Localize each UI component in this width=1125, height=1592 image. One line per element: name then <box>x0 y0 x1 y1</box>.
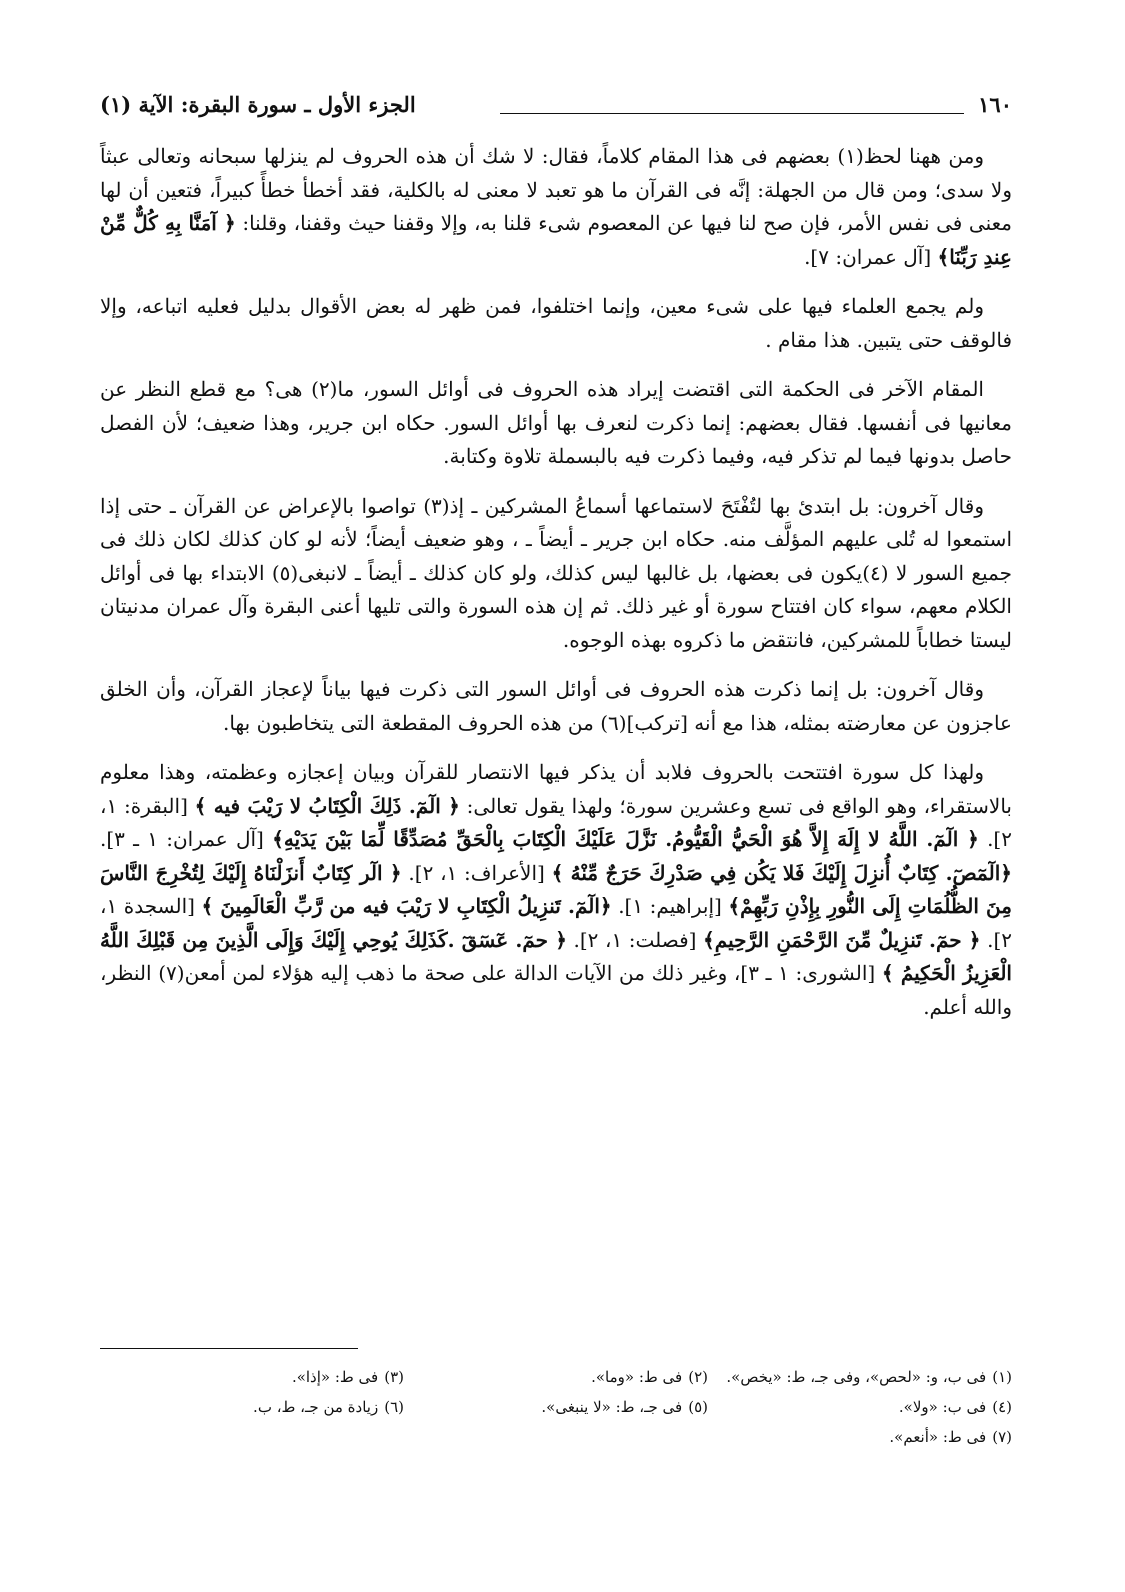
quran-verse: ﴿ الٓر كِتَابٌ أَنزَلْنَاهُ إِلَيْكَ لِتُخْرِجَ النَّاسَ مِنَ الظُّلُمَاتِ إِلَى النُّورِ بِإِذْنِ رَبِّهِمْ﴾ <box>100 860 1012 918</box>
paragraph <box>100 373 1012 474</box>
footnote <box>708 1392 1012 1422</box>
quran-verse: ﴿الٓمٓ. تَنزِيلُ الْكِتَابِ لا رَيْبَ فيه من رَّبِّ الْعَالَمِينَ ﴾ <box>201 894 612 918</box>
footnote-text: فى ب: «ولا». <box>898 1398 987 1416</box>
footnote-separator <box>100 1348 358 1349</box>
paragraph-text: المقام الآخر فى الحكمة التى اقتضت إيراد هذه الحروف فى أوائل السور، ما(٢) هى؟ مع قطع النظر عن معانيها فى أنفسها. فقال بعضهم: إنما ذكرت لنعرف بها أوائل السور. حكاه ابن جرير، وهذا ضعيف؛ لأن الفصل حاصل بدونها فيما لم تذكر فيه، وفيما ذكرت فيه بالبسملة تلاوة وكتابة. <box>100 377 1012 468</box>
paragraph-text: [الشورى: ١ ـ ٣]، وغير ذلك من الآيات الدالة على صحة ما ذهب إليه هؤلاء لمن أمعن(٧) النظر، والله أعلم. <box>100 961 1012 1019</box>
footnote-mark: (٥) <box>688 1398 708 1416</box>
paragraph-text: [إبراهيم: ١]. <box>611 894 729 918</box>
paragraph <box>100 140 1012 274</box>
main-text <box>100 140 1012 1040</box>
quran-verse: ﴿الٓمٓصٓ. كِتَابٌ أُنزِلَ إِلَيْكَ فَلا يَكُن فِي صَدْرِكَ حَرَجٌ مِّنْهُ ﴾ <box>551 860 1012 885</box>
quran-verse: ﴿ حمٓ. تَنزِيلٌ مِّنَ الرَّحْمَنِ الرَّحِيمِ﴾ <box>703 927 981 952</box>
footnote-text: فى ط: «وما». <box>591 1368 683 1386</box>
paragraph-text: [السجدة ١، ٢]. <box>100 894 1013 952</box>
paragraph <box>100 673 1012 740</box>
paragraph-text: ولم يجمع العلماء فيها على شىء معين، وإنما اختلفوا، فمن ظهر له بعض الأقوال بدليل فعليه اتباعه، وإلا فالوقف حتى يتبين. هذا مقام . <box>100 294 1012 352</box>
footnote-row <box>100 1362 1012 1392</box>
footnote-text: فى ط: «أنعم». <box>889 1428 987 1446</box>
running-header <box>100 92 1012 126</box>
footnote-mark: (١) <box>992 1368 1012 1386</box>
header-title: الجزء الأول ـ سورة البقرة: الآية (١) <box>100 92 416 117</box>
footnote <box>100 1362 404 1392</box>
paragraph-text: وقال آخرون: بل ابتدئ بها لتُفْتَحَ لاستماعها أسماعُ المشركين ـ إذ(٣) تواصوا بالإعراض عن القرآن ـ حتى إذا استمعوا له تُلى عليهم المؤلَّف منه. حكاه ابن جرير ـ أيضاً ـ ، وهو ضعيف أيضاً؛ لأنه لو كان كذلك لكان ذلك فى جميع السور لا (٤)يكون فى بعضها، بل غالبها ليس كذلك، ولو كان كذلك ـ أيضاً ـ لانبغى(٥) الابتداء بها فى أوائل الكلام معهم، سواء كان افتتاح سورة أو غير ذلك. ثم إن هذه السورة والتى تليها أعنى البقرة وآل عمران مدنيتان ليستا خطاباً للمشركين، فانتقض ما ذكروه بهذه الوجوه. <box>100 493 1012 652</box>
paragraph <box>100 290 1012 357</box>
paragraph-text: وقال آخرون: بل إنما ذكرت هذه الحروف فى أوائل السور التى ذكرت فيها بياناً لإعجاز القرآن، وأن الخلق عاجزون عن معارضته بمثله، هذا مع أنه [تركب](٦) من هذه الحروف المقطعة التى يتخاطبون بها. <box>100 677 1012 735</box>
quran-verse: ﴿ حمٓ. عٓسٓقٓ .كَذَلِكَ يُوحِي إِلَيْكَ وَإِلَى الَّذِينَ مِن قَبْلِكَ اللَّهُ الْعَزِيزُ الْحَكِيمُ ﴾ <box>100 927 1012 985</box>
header-rule <box>500 113 964 114</box>
footnote-mark: (٤) <box>992 1398 1012 1416</box>
footnote <box>404 1362 708 1392</box>
quran-verse: ﴿ آمَنَّا بِهِ كُلٌّ مِّنْ عِندِ رَبِّنَا﴾ <box>100 211 1012 269</box>
footnote <box>404 1392 708 1422</box>
paragraph-text: [آل عمران: ١ ـ ٣]. <box>100 827 273 851</box>
paragraph-text: [البقرة: ١، ٢]. <box>100 793 1012 851</box>
paragraph-text: [فصلت: ١، ٢]. <box>566 927 704 952</box>
footnote <box>708 1362 1012 1392</box>
footnote-text: فى ط: «إذا». <box>291 1368 379 1386</box>
paragraph-text: [آل عمران: ٧]. <box>804 244 938 269</box>
footnote <box>708 1422 1012 1452</box>
footnote-row <box>100 1422 1012 1452</box>
quran-verse: ﴿ الٓمٓ. اللَّهُ لا إِلَهَ إِلاَّ هُوَ الْحَيُّ الْقَيُّومُ. نَزَّلَ عَلَيْكَ الْكِتَابَ بِالْحَقِّ مُصَدِّقًا لِّمَا بَيْنَ يَدَيْهِ﴾ <box>272 827 979 851</box>
footnote-text: زيادة من جـ، ط، ب. <box>253 1398 379 1416</box>
page-number: ١٦٠ <box>978 92 1012 117</box>
footnote <box>100 1392 404 1422</box>
paragraph-text: ولهذا كل سورة افتتحت بالحروف فلابد أن يذكر فيها الانتصار للقرآن وبيان إعجازه وعظمته، وهذا معلوم بالاستقراء، وهو الواقع فى تسع وعشرين سورة؛ ولهذا يقول تعالى: <box>100 760 1013 818</box>
footnote-text: فى جـ، ط: «لا ينبغى». <box>541 1398 683 1416</box>
footnotes <box>100 1362 1012 1452</box>
footnote-mark: (٢) <box>688 1368 708 1386</box>
paragraph-text: [الأعراف: ١، ٢]. <box>401 860 552 885</box>
footnote-text: فى ب، و: «لحص»، وفى جـ، ط: «يخص». <box>726 1368 987 1386</box>
footnote-mark: (٧) <box>992 1428 1012 1446</box>
footnote-mark: (٣) <box>384 1368 404 1386</box>
paragraph <box>100 756 1012 1024</box>
footnote-mark: (٦) <box>384 1398 404 1416</box>
paragraph-text: ومن ههنا لحظ(١) بعضهم فى هذا المقام كلاماً، فقال: لا شك أن هذه الحروف لم ينزلها سبحانه وتعالى عبثاً ولا سدى؛ ومن قال من الجهلة: إنَّه فى القرآن ما هو تعبد لا معنى له بالكلية، فقد أخطأ خطأً كبيراً، فتعين أن لها معنى فى نفس الأمر، فإن صح لنا فيها عن المعصوم شىء قلنا به، وإلا وقفنا حيث وقفنا، وقلنا: <box>100 144 1012 235</box>
footnote-row <box>100 1392 1012 1422</box>
quran-verse: ﴿ الٓمٓ. ذَلِكَ الْكِتَابُ لا رَيْبَ فيه ﴾ <box>194 793 460 818</box>
paragraph <box>100 490 1012 658</box>
